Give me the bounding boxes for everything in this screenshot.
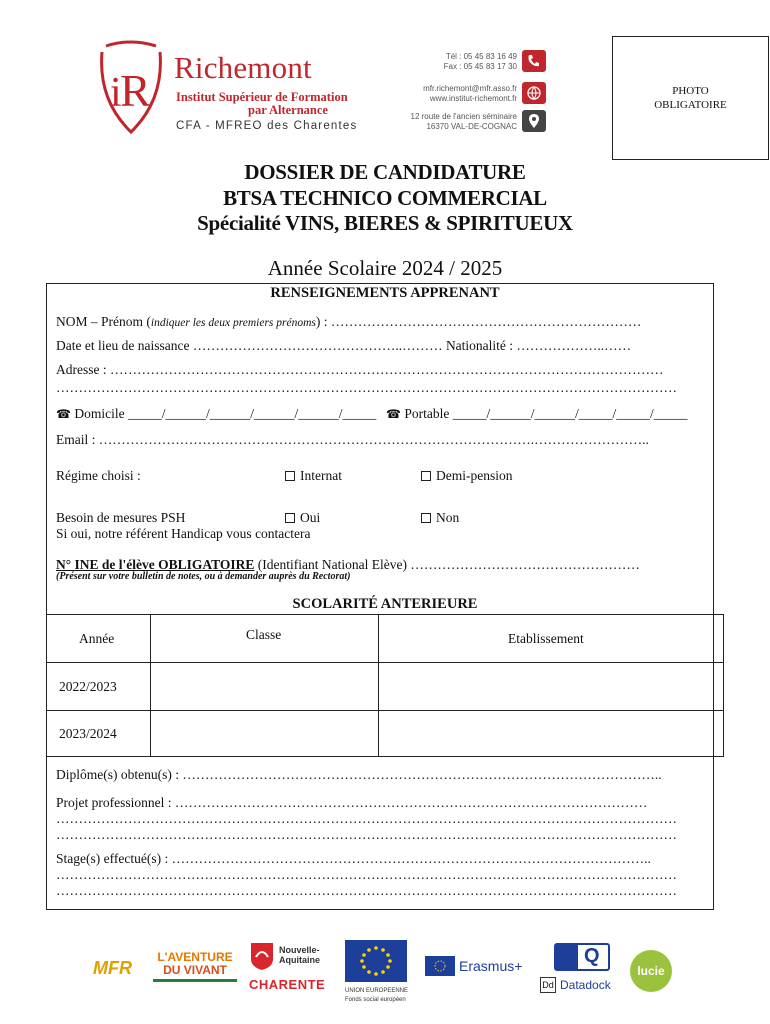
field-email[interactable]: Email : …………………………………………………………………………………….…………………….. [56,432,649,447]
checkbox-internat[interactable]: Internat [285,468,342,484]
psh-note: Si oui, notre référent Handicap vous contactera [56,526,311,541]
title-btsa: BTSA TECHNICO COMMERCIAL [223,186,547,210]
lucie-logo: lucie [630,950,672,992]
cell-etablissement[interactable] [379,663,724,711]
nouvelle-aquitaine-charente-logo: Nouvelle- Aquitaine CHARENTE [249,941,329,996]
checkbox-demi-pension[interactable]: Demi-pension [421,468,513,484]
ine-label: N° INE de l'élève OBLIGATOIRE [56,557,255,572]
contact-address: 12 route de l'ancien séminaire 16370 VAL-DE-COGNAC [410,112,517,131]
cell-annee: 2022/2023 [47,663,151,711]
field-domicile[interactable]: ☎ Domicile _____/______/______/______/______/_____ [56,406,377,421]
photo-label-2: OBLIGATOIRE [654,99,727,111]
phone-icon: ☎ [386,407,401,421]
logo-subtitle: Institut Supérieur de Formation [176,90,348,104]
checkbox-icon [285,513,295,523]
aventure-vivant-logo: L'AVENTURE DU VIVANT [153,951,237,982]
school-year: Année Scolaire 2024 / 2025 [267,256,503,280]
table-row [47,711,724,757]
checkbox-psh-non[interactable]: Non [421,510,459,526]
cell-classe[interactable] [151,711,379,757]
logo-subtitle-2: par Alternance [248,103,328,117]
cell-classe[interactable] [151,663,379,711]
location-icon [522,110,546,132]
logo-name: Richemont [174,50,312,85]
cell-etablissement[interactable] [379,711,724,757]
field-projet[interactable]: Projet professionnel : …………………………………………………………………………………………… [56,795,648,810]
richemont-shield-icon [96,40,166,136]
cell-annee: 2023/2024 [47,711,151,757]
web-icon [522,82,546,104]
erasmus-flag-icon [425,956,455,976]
field-projet-cont-2[interactable]: ………………………………………………………………………………………………………………………… [56,827,677,842]
svg-text:i: i [110,70,122,116]
title-dossier: DOSSIER DE CANDIDATURE [244,160,526,184]
eu-flag-icon [345,940,407,982]
datadock-icon: Dd [540,977,556,993]
table-header-row [47,615,724,663]
psh-label: Besoin de mesures PSH [56,510,186,525]
field-diplome[interactable]: Diplôme(s) obtenu(s) : …………………………………………………………………………………………….. [56,767,662,782]
eu-logo: UNION EUROPEENNE Fonds social européen [345,940,415,1005]
datadock-logo: Dd Datadock [540,977,611,993]
erasmus-logo: Erasmus+ [425,956,522,976]
field-naissance-nationalite[interactable]: Date et lieu de naissance ………………………………………..……… Nationalité : ………………..…… [56,338,632,353]
scolarite-table [46,614,724,757]
field-nom-prenom[interactable]: NOM – Prénom (indiquer les deux premiers prénoms) : …………………………………………………………… [56,314,642,329]
section-scolarite: SCOLARITÉ ANTERIEURE [292,596,478,612]
field-ine[interactable]: N° INE de l'élève OBLIGATOIRE (Identifiant National Elève) …………………………………………… [56,557,640,572]
title-specialite: Spécialité VINS, BIERES & SPIRITUEUX [197,211,573,235]
contact-web: mfr.richemont@mfr.asso.fr www.institut-richemont.fr [423,84,517,103]
region-shield-icon [249,941,275,971]
field-projet-cont[interactable]: ………………………………………………………………………………………………………………………… [56,811,677,826]
field-stage[interactable]: Stage(s) effectué(s) : …………………………………………………………………………………………….. [56,851,651,866]
nom-hint: indiquer les deux premiers prénoms [150,317,316,329]
field-portable[interactable]: ☎ Portable _____/______/______/_____/_____/_____ [386,406,688,421]
field-stage-cont-2[interactable]: ………………………………………………………………………………………………………………………… [56,883,677,898]
column-header: Etablissement [379,615,724,663]
table-row [47,663,724,711]
phone-icon [522,50,546,72]
field-stage-cont[interactable]: ………………………………………………………………………………………………………………………… [56,867,677,882]
field-adresse-cont[interactable]: ………………………………………………………………………………………………………………………… [56,380,677,395]
checkbox-icon [421,513,431,523]
mfr-logo: MFR [93,958,132,978]
ine-note: (Présent sur votre bulletin de notes, ou à demander auprès du Rectorat) [56,571,351,582]
checkbox-icon [421,471,431,481]
photo-box[interactable] [612,36,769,160]
qualiopi-logo: Q [554,943,610,971]
column-header: Année [47,615,151,663]
section-renseignements: RENSEIGNEMENTS APPRENANT [270,285,500,301]
photo-label: PHOTO [672,85,709,97]
column-header: Classe [151,615,379,663]
contact-phone: Tél : 05 45 83 16 49 Fax : 05 45 83 17 30 [443,52,517,71]
logo-cfa: CFA - MFREO des Charentes [176,120,358,132]
checkbox-psh-oui[interactable]: Oui [285,510,320,526]
checkbox-icon [285,471,295,481]
svg-text:R: R [120,65,151,116]
regime-label: Régime choisi : [56,468,141,483]
richemont-logo [96,40,361,140]
phone-icon: ☎ [56,407,71,421]
field-adresse[interactable]: Adresse : …………………………………………………………………………………………………………… [56,362,664,377]
